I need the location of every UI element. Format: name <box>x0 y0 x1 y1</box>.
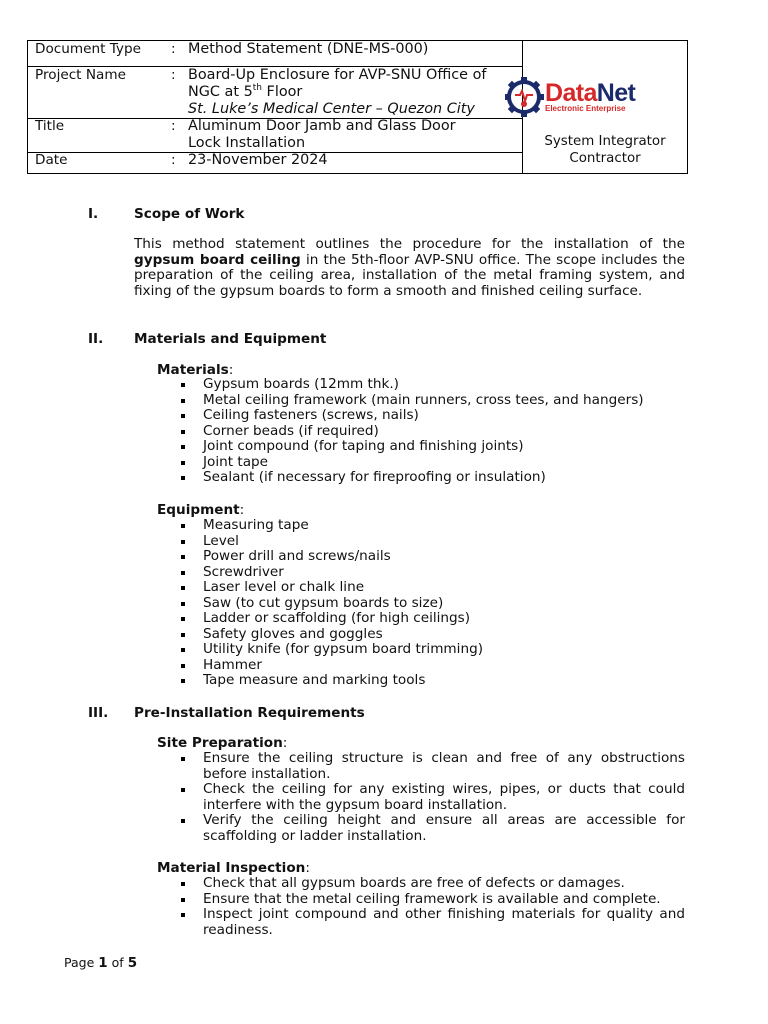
material-inspection-label: Material Inspection: <box>157 860 310 876</box>
list-item: Corner beads (if required) <box>180 424 685 440</box>
materials-list <box>180 377 685 486</box>
company-name: DataNet <box>545 79 636 107</box>
section-title: Materials and Equipment <box>134 331 327 347</box>
page-number: Page 1 of 5 <box>64 955 138 971</box>
list-item: Gypsum boards (12mm thk.) <box>180 377 685 393</box>
project-name-line1: Board-Up Enclosure for AVP-SNU Office of <box>188 67 487 83</box>
equipment-label: Equipment: <box>157 502 245 518</box>
section-number: II. <box>88 331 104 347</box>
section-number: III. <box>88 705 109 721</box>
material-inspection-list <box>180 876 685 938</box>
date-value: 23-November 2024 <box>188 152 328 168</box>
role-line-1: System Integrator <box>544 134 666 149</box>
list-item: Laser level or chalk line <box>180 580 685 596</box>
colon: : <box>171 67 176 83</box>
list-item: Screwdriver <box>180 565 685 581</box>
project-location: St. Luke’s Medical Center – Quezon City <box>188 101 475 117</box>
title-value-line2: Lock Installation <box>188 135 306 151</box>
section-title: Scope of Work <box>134 206 245 222</box>
list-item: Ceiling fasteners (screws, nails) <box>180 408 685 424</box>
colon: : <box>171 41 176 57</box>
title-value-line1: Aluminum Door Jamb and Glass Door <box>188 118 456 134</box>
list-item: Tape measure and marking tools <box>180 673 685 689</box>
section-title: Pre-Installation Requirements <box>134 705 365 721</box>
list-item: Ensure that the metal ceiling framework is available and complete. <box>180 892 685 908</box>
list-item: Level <box>180 534 685 550</box>
company-logo <box>505 76 680 122</box>
list-item: Safety gloves and goggles <box>180 627 685 643</box>
company-role <box>522 133 688 167</box>
section-number: I. <box>88 206 99 222</box>
list-item: Metal ceiling framework (main runners, cross tees, and hangers) <box>180 393 685 409</box>
list-item: Joint tape <box>180 455 685 471</box>
list-item: Measuring tape <box>180 518 685 534</box>
colon: : <box>171 152 176 168</box>
colon: : <box>171 118 176 134</box>
list-item: Verify the ceiling height and ensure all areas are accessible for scaffolding or ladder installation. <box>180 813 685 844</box>
list-item: Power drill and screws/nails <box>180 549 685 565</box>
company-tagline: Electronic Enterprise <box>545 104 626 113</box>
list-item: Check that all gypsum boards are free of defects or damages. <box>180 876 685 892</box>
list-item: Inspect joint compound and other finishing materials for quality and readiness. <box>180 907 685 938</box>
list-item: Ladder or scaffolding (for high ceilings) <box>180 611 685 627</box>
list-item: Sealant (if necessary for fireproofing or insulation) <box>180 470 685 486</box>
list-item: Utility knife (for gypsum board trimming) <box>180 642 685 658</box>
title-label: Title <box>35 118 65 134</box>
scope-paragraph: This method statement outlines the procedure for the installation of the gypsum board ceiling in the 5th-floor AVP-SNU office. The scope includes the preparation of the ceiling area, installation of the metal framing system, and fixing of the gypsum boards to form a smooth and finished ceiling surface. <box>134 236 685 300</box>
equipment-list <box>180 518 685 689</box>
list-item: Saw (to cut gypsum boards to size) <box>180 596 685 612</box>
date-label: Date <box>35 152 68 168</box>
materials-label: Materials: <box>157 362 234 378</box>
list-item: Joint compound (for taping and finishing joints) <box>180 439 685 455</box>
document-type-label: Document Type <box>35 41 141 57</box>
project-name-line2: NGC at 5th Floor <box>188 83 303 100</box>
role-line-2: Contractor <box>569 151 641 166</box>
list-item: Hammer <box>180 658 685 674</box>
list-item: Check the ceiling for any existing wires, pipes, or ducts that could interfere with the gypsum board installation. <box>180 782 685 813</box>
site-preparation-label: Site Preparation: <box>157 735 288 751</box>
project-name-label: Project Name <box>35 67 126 83</box>
site-preparation-list <box>180 751 685 844</box>
document-type-value: Method Statement (DNE-MS-000) <box>188 41 429 57</box>
list-item: Ensure the ceiling structure is clean and free of any obstructions before installation. <box>180 751 685 782</box>
